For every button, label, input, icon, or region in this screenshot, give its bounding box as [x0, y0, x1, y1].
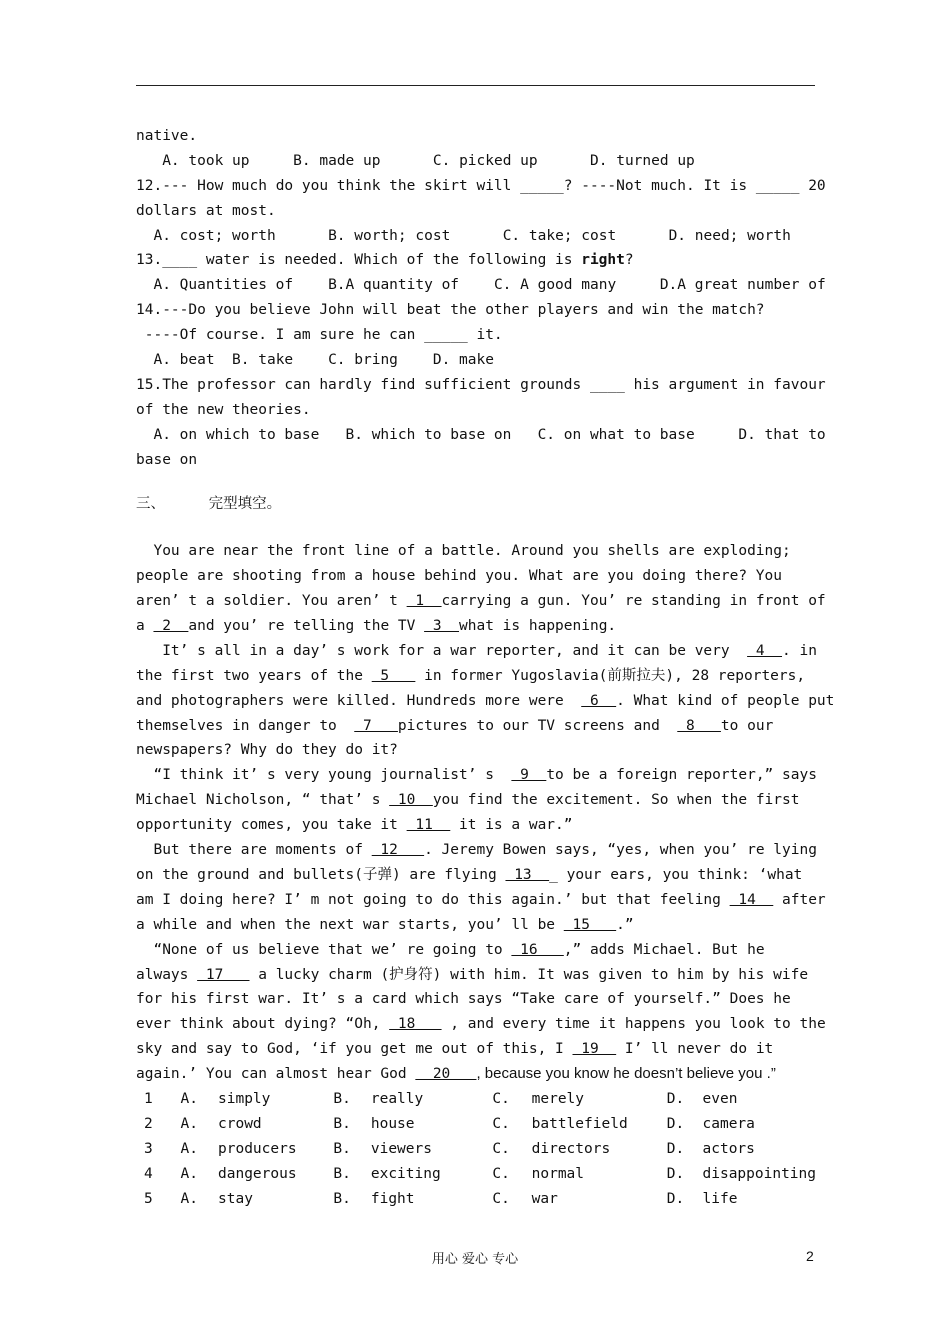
- spacer: [136, 517, 816, 539]
- blank-14: 14: [729, 891, 774, 908]
- option-d: disappointing: [702, 1166, 816, 1183]
- passage-line: It’ s all in a day’ s work for a war reporter, and it can be very 4 . in: [136, 642, 817, 659]
- option-d: life: [702, 1190, 738, 1207]
- q13-line: 13.____ water is needed. Which of the following is right?: [136, 252, 634, 269]
- option-row: [144, 1137, 816, 1162]
- passage-line: But there are moments of 12 . Jeremy Bowen says, “yes, when you’ re lying: [136, 842, 817, 859]
- header-rule: [136, 85, 815, 86]
- passage-line: a 2 and you’ re telling the TV 3 what is happening.: [136, 618, 617, 635]
- blank-6: 6: [581, 692, 617, 709]
- passage-line: people are shooting from a house behind you. What are you doing there? You: [136, 568, 783, 585]
- option-number: 3: [144, 1141, 153, 1158]
- page-number: 2: [806, 1248, 814, 1264]
- passage-line: Michael Nicholson, “ that’ s 10 you find the excitement. So when the first: [136, 792, 800, 809]
- passage-line: a while and when the next war starts, you’ ll be 15 .”: [136, 916, 634, 933]
- blank-20: 20: [415, 1066, 477, 1083]
- passage-line: themselves in danger to 7 pictures to our TV screens and 8 to our: [136, 717, 774, 734]
- option-number: 2: [144, 1116, 153, 1133]
- q14-options: A. beat B. take C. bring D. make: [153, 352, 494, 369]
- option-letter: A.: [180, 1116, 198, 1133]
- blank-2: 2: [153, 618, 189, 635]
- section-heading: 三、 完型填空。: [136, 496, 282, 513]
- blank-10: 10: [389, 792, 433, 809]
- option-letter: D.: [666, 1141, 685, 1158]
- blank-11: 11: [406, 817, 451, 834]
- spacer: [136, 472, 816, 492]
- q12-line-2: dollars at most.: [136, 202, 276, 219]
- option-row: [144, 1112, 816, 1137]
- q15-line-4: base on: [136, 451, 198, 468]
- option-a: producers: [218, 1141, 297, 1158]
- option-a: simply: [218, 1091, 271, 1108]
- option-letter: A.: [180, 1141, 198, 1158]
- blank-1: 1: [406, 593, 442, 610]
- option-a: stay: [218, 1190, 253, 1207]
- option-letter: D.: [666, 1190, 685, 1207]
- blank-13: 13: [505, 866, 550, 883]
- passage-line: ever think about dying? “Oh, 18 , and every time it happens you look to the: [136, 1016, 826, 1033]
- q14-line-1: 14.---Do you believe John will beat the other players and win the match?: [136, 302, 765, 319]
- q14-line-2: ----Of course. I am sure he can _____ it.: [136, 327, 503, 344]
- passage-line: “None of us believe that we’ re going to 16 ,” adds Michael. But he: [136, 941, 765, 958]
- blank-19: 19: [572, 1041, 617, 1058]
- q12-line-1: 12.--- How much do you think the skirt will _____? ----Not much. It is _____ 20: [136, 177, 826, 194]
- passage-line: on the ground and bullets(子弹) are flying 13 _ your ears, you think: ‘what: [136, 866, 803, 883]
- option-b: really: [370, 1091, 424, 1108]
- option-d: even: [702, 1091, 738, 1108]
- option-a: dangerous: [218, 1166, 297, 1183]
- option-c: directors: [531, 1141, 611, 1158]
- option-letter: B.: [333, 1141, 351, 1158]
- passage-line: for his first war. It’ s a card which says “Take care of yourself.” Does he: [136, 991, 791, 1008]
- blank-16: 16: [511, 941, 564, 958]
- option-b: fight: [370, 1190, 415, 1207]
- passage-line: newspapers? Why do they do it?: [136, 742, 398, 759]
- blank-12: 12: [371, 842, 425, 859]
- blank-5: 5: [371, 667, 416, 684]
- option-letter: C.: [492, 1141, 510, 1158]
- blank-17: 17: [197, 966, 250, 983]
- option-letter: D.: [666, 1091, 685, 1108]
- option-letter: D.: [666, 1116, 685, 1133]
- option-b: viewers: [370, 1141, 432, 1158]
- option-c: battlefield: [531, 1116, 628, 1133]
- option-letter: B.: [333, 1116, 351, 1133]
- options-table: [144, 1087, 816, 1211]
- option-row: [144, 1087, 816, 1112]
- q15-line-3: A. on which to base B. which to base on C. on what to base D. that to: [136, 426, 826, 443]
- option-c: merely: [531, 1091, 585, 1108]
- passage-line: always 17 a lucky charm (护身符) with him. It was given to him by his wife: [136, 966, 809, 983]
- blank-7: 7: [354, 717, 398, 734]
- blank-4: 4: [747, 642, 783, 659]
- passage-line: am I doing here? I’ m not going to do this again.’ but that feeling 14 after: [136, 891, 826, 908]
- blank-3: 3: [424, 618, 460, 635]
- option-row: [144, 1187, 816, 1212]
- q15-line-1: 15.The professor can hardly find sufficient grounds ____ his argument in favour: [136, 376, 826, 393]
- option-c: war: [531, 1190, 558, 1207]
- option-letter: B.: [333, 1091, 351, 1108]
- option-c: normal: [531, 1166, 585, 1183]
- q11-tail: native.: [136, 128, 198, 144]
- option-letter: C.: [492, 1116, 510, 1133]
- blank-15: 15: [563, 916, 617, 933]
- option-letter: A.: [180, 1190, 198, 1207]
- option-letter: B.: [333, 1190, 351, 1207]
- option-d: actors: [702, 1141, 755, 1158]
- option-b: exciting: [370, 1166, 441, 1183]
- option-number: 5: [144, 1190, 153, 1207]
- passage-line: sky and say to God, ‘if you get me out of this, I 19 I’ ll never do it: [136, 1041, 774, 1058]
- passage-line: opportunity comes, you take it 11 it is a war.”: [136, 817, 573, 834]
- q15-line-2: of the new theories.: [136, 401, 311, 418]
- option-letter: C.: [492, 1091, 510, 1108]
- passage-line: “I think it’ s very young journalist’ s 9 to be a foreign reporter,” says: [136, 767, 817, 784]
- footer-motto: 用心 爱心 专心: [431, 1252, 519, 1267]
- passage-line: aren’ t a soldier. You aren’ t 1 carrying a gun. You’ re standing in front of: [136, 593, 826, 610]
- option-letter: C.: [492, 1166, 510, 1183]
- option-b: house: [370, 1116, 415, 1133]
- q12-options: A. cost; worth B. worth; cost C. take; cost D. need; worth: [153, 227, 791, 244]
- option-letter: B.: [333, 1166, 351, 1183]
- blank-8: 8: [677, 717, 721, 734]
- option-number: 4: [144, 1166, 153, 1183]
- option-number: 1: [144, 1091, 153, 1108]
- option-letter: A.: [180, 1166, 198, 1183]
- option-d: camera: [702, 1116, 755, 1133]
- passage-line: the first two years of the 5 in former Yugoslavia(前斯拉夫), 28 reporters,: [136, 667, 806, 684]
- q11-options: A. took up B. made up C. picked up D. turned up: [162, 152, 695, 169]
- option-row: [144, 1162, 816, 1187]
- passage-line: and photographers were killed. Hundreds more were 6 . What kind of people put: [136, 692, 835, 709]
- q13-options: A. Quantities of B.A quantity of C. A good many D.A great number of: [153, 277, 826, 294]
- passage-line: You are near the front line of a battle. Around you shells are exploding;: [136, 543, 791, 560]
- option-letter: D.: [666, 1166, 685, 1183]
- blank-18: 18: [389, 1016, 442, 1033]
- option-letter: A.: [180, 1091, 198, 1108]
- passage-line: again.’ You can almost hear God 20 , because you know he doesn’t believe you .”: [136, 1065, 776, 1083]
- option-letter: C.: [492, 1190, 510, 1207]
- page-content: [136, 124, 835, 1211]
- blank-9: 9: [511, 767, 547, 784]
- option-a: crowd: [218, 1116, 262, 1133]
